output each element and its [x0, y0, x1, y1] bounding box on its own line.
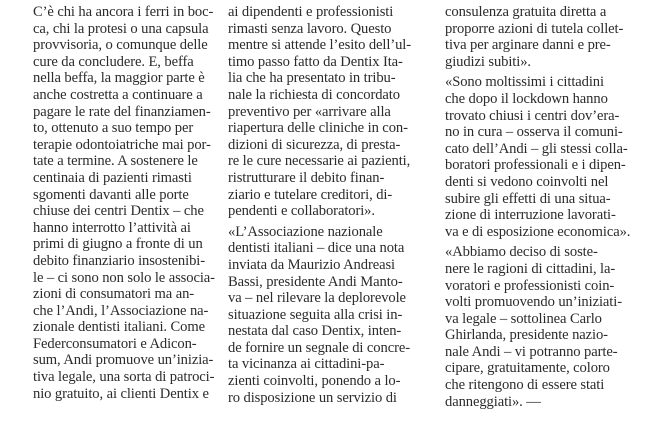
- text-line: no in cura – osserva il comuni-: [445, 124, 623, 141]
- text-line: va e di esposizione economica».: [445, 223, 631, 240]
- text-line: denti si vedono coinvolti nel: [445, 173, 609, 190]
- text-line: rimasti senza lavoro. Questo: [228, 20, 392, 37]
- text-line: che dopo il lockdown hanno: [445, 90, 608, 107]
- text-line: sum, Andi promuove un’inizia-: [33, 352, 214, 369]
- text-line: voratori e professionisti coin-: [445, 277, 615, 294]
- text-line: giudizi subiti».: [445, 53, 531, 70]
- text-line: zionale dentisti italiani. Come: [33, 319, 205, 336]
- text-line: va – nel rilevare la deplorevole: [228, 290, 406, 307]
- text-line: «Sono moltissimi i cittadini: [445, 74, 604, 91]
- text-line: nale Andi – vi potranno parte-: [445, 343, 618, 360]
- article-column-1: [33, 4, 231, 402]
- text-line: zienti coinvolti, ponendo a lo-: [228, 373, 401, 390]
- text-line: cato dell’Andi – gli stessi colla-: [445, 140, 628, 157]
- text-line: pagare le rate del finanziamen-: [33, 103, 211, 120]
- text-line: tate a termine. A sostenere le: [33, 153, 198, 170]
- text-line: C’è chi ha ancora i ferri in boc-: [33, 4, 214, 20]
- text-line: «L’Associazione nazionale: [228, 223, 383, 240]
- text-line: nestata dal caso Dentix, inten-: [228, 323, 402, 340]
- text-line: ai dipendenti e professionisti: [228, 4, 394, 20]
- text-line: sgomenti davanti alle porte: [33, 186, 189, 203]
- text-line: to, ottenuto a suo tempo per: [33, 120, 194, 137]
- text-line: nio gratuito, ai clienti Dentix e: [33, 385, 209, 402]
- text-line: boratori professionali e i dipen-: [445, 157, 626, 174]
- text-line: nale la richiesta di concordato: [228, 86, 400, 103]
- text-line: zioni di consumatori ma an-: [33, 286, 195, 303]
- text-line: riapertura delle cliniche in con-: [228, 120, 408, 137]
- text-line: anche costretta a continuare a: [33, 86, 203, 103]
- text-line: provvisoria, o comunque delle: [33, 37, 208, 54]
- text-line: subire gli effetti di una situa-: [445, 190, 611, 207]
- text-line: situazione seguita alla crisi in-: [228, 306, 403, 323]
- text-line: terapie odontoiatriche mai por-: [33, 136, 211, 153]
- text-line: le – ci sono non solo le associa-: [33, 269, 215, 286]
- text-line: pendenti e collaboratori».: [228, 203, 375, 220]
- text-line: dentisti italiani – dice una nota: [228, 240, 405, 257]
- text-line: cipare, gratuitamente, coloro: [445, 360, 610, 377]
- article-column-3: [445, 4, 643, 410]
- article-column-2: [228, 4, 426, 406]
- text-line: mentre si attende l’esito dell’ul-: [228, 37, 412, 54]
- text-line: volti promuovendo un’iniziati-: [445, 294, 622, 311]
- text-line: consulenza gratuita diretta a: [445, 4, 607, 20]
- text-line: che l’Andi, l’Associazione na-: [33, 302, 209, 319]
- text-line: trovato chiusi i centri dov’era-: [445, 107, 620, 124]
- text-line: primi di giugno a fronte di un: [33, 236, 203, 253]
- text-line: dizioni di sicurezza, di presta-: [228, 136, 401, 153]
- text-line: centinaia di pazienti rimasti: [33, 169, 192, 186]
- text-line: proporre azioni di tutela collet-: [445, 20, 624, 37]
- text-line: chiuse dei centri Dentix – che: [33, 203, 204, 220]
- text-line: ca, chi la protesi o una capsula: [33, 20, 209, 37]
- text-line: lia che ha presentato in tribu-: [228, 70, 396, 87]
- text-line: va legale – sottolinea Carlo: [445, 310, 602, 327]
- text-line: re le cure necessarie ai pazienti,: [228, 153, 411, 170]
- text-line: ro disposizione un servizio di: [228, 389, 397, 406]
- text-line: nere le ragioni di cittadini, la-: [445, 260, 616, 277]
- text-line: danneggiati». —: [445, 393, 541, 410]
- text-line: tiva legale, una sorta di patroci-: [33, 369, 215, 386]
- text-line: nella beffa, la maggior parte è: [33, 70, 205, 87]
- text-line: ristrutturare il debito finan-: [228, 169, 385, 186]
- text-line: «Abbiamo deciso di soste-: [445, 244, 598, 261]
- text-line: cure da concludere. E, beffa: [33, 53, 194, 70]
- text-line: Bassi, presidente Andi Manto-: [228, 273, 403, 290]
- text-line: tiva per arginare danni e pre-: [445, 37, 611, 54]
- text-line: zione di interruzione lavorati-: [445, 207, 616, 224]
- text-line: ziario e tutelare creditori, di-: [228, 186, 393, 203]
- text-line: ta vicinanza ai cittadini-pa-: [228, 356, 385, 373]
- text-line: Ghirlanda, presidente nazio-: [445, 327, 608, 344]
- text-line: timo passo fatto da Dentix Ita-: [228, 53, 403, 70]
- text-line: preventivo per «arrivare alla: [228, 103, 391, 120]
- text-line: debito finanziario insostenibi-: [33, 252, 205, 269]
- text-line: che ritengono di essere stati: [445, 377, 605, 394]
- text-line: inviata da Maurizio Andreasi: [228, 256, 396, 273]
- text-line: hanno interrotto l’attività ai: [33, 219, 191, 236]
- text-line: Federconsumatori e Adicon-: [33, 335, 197, 352]
- text-line: de fornire un segnale di concre-: [228, 339, 410, 356]
